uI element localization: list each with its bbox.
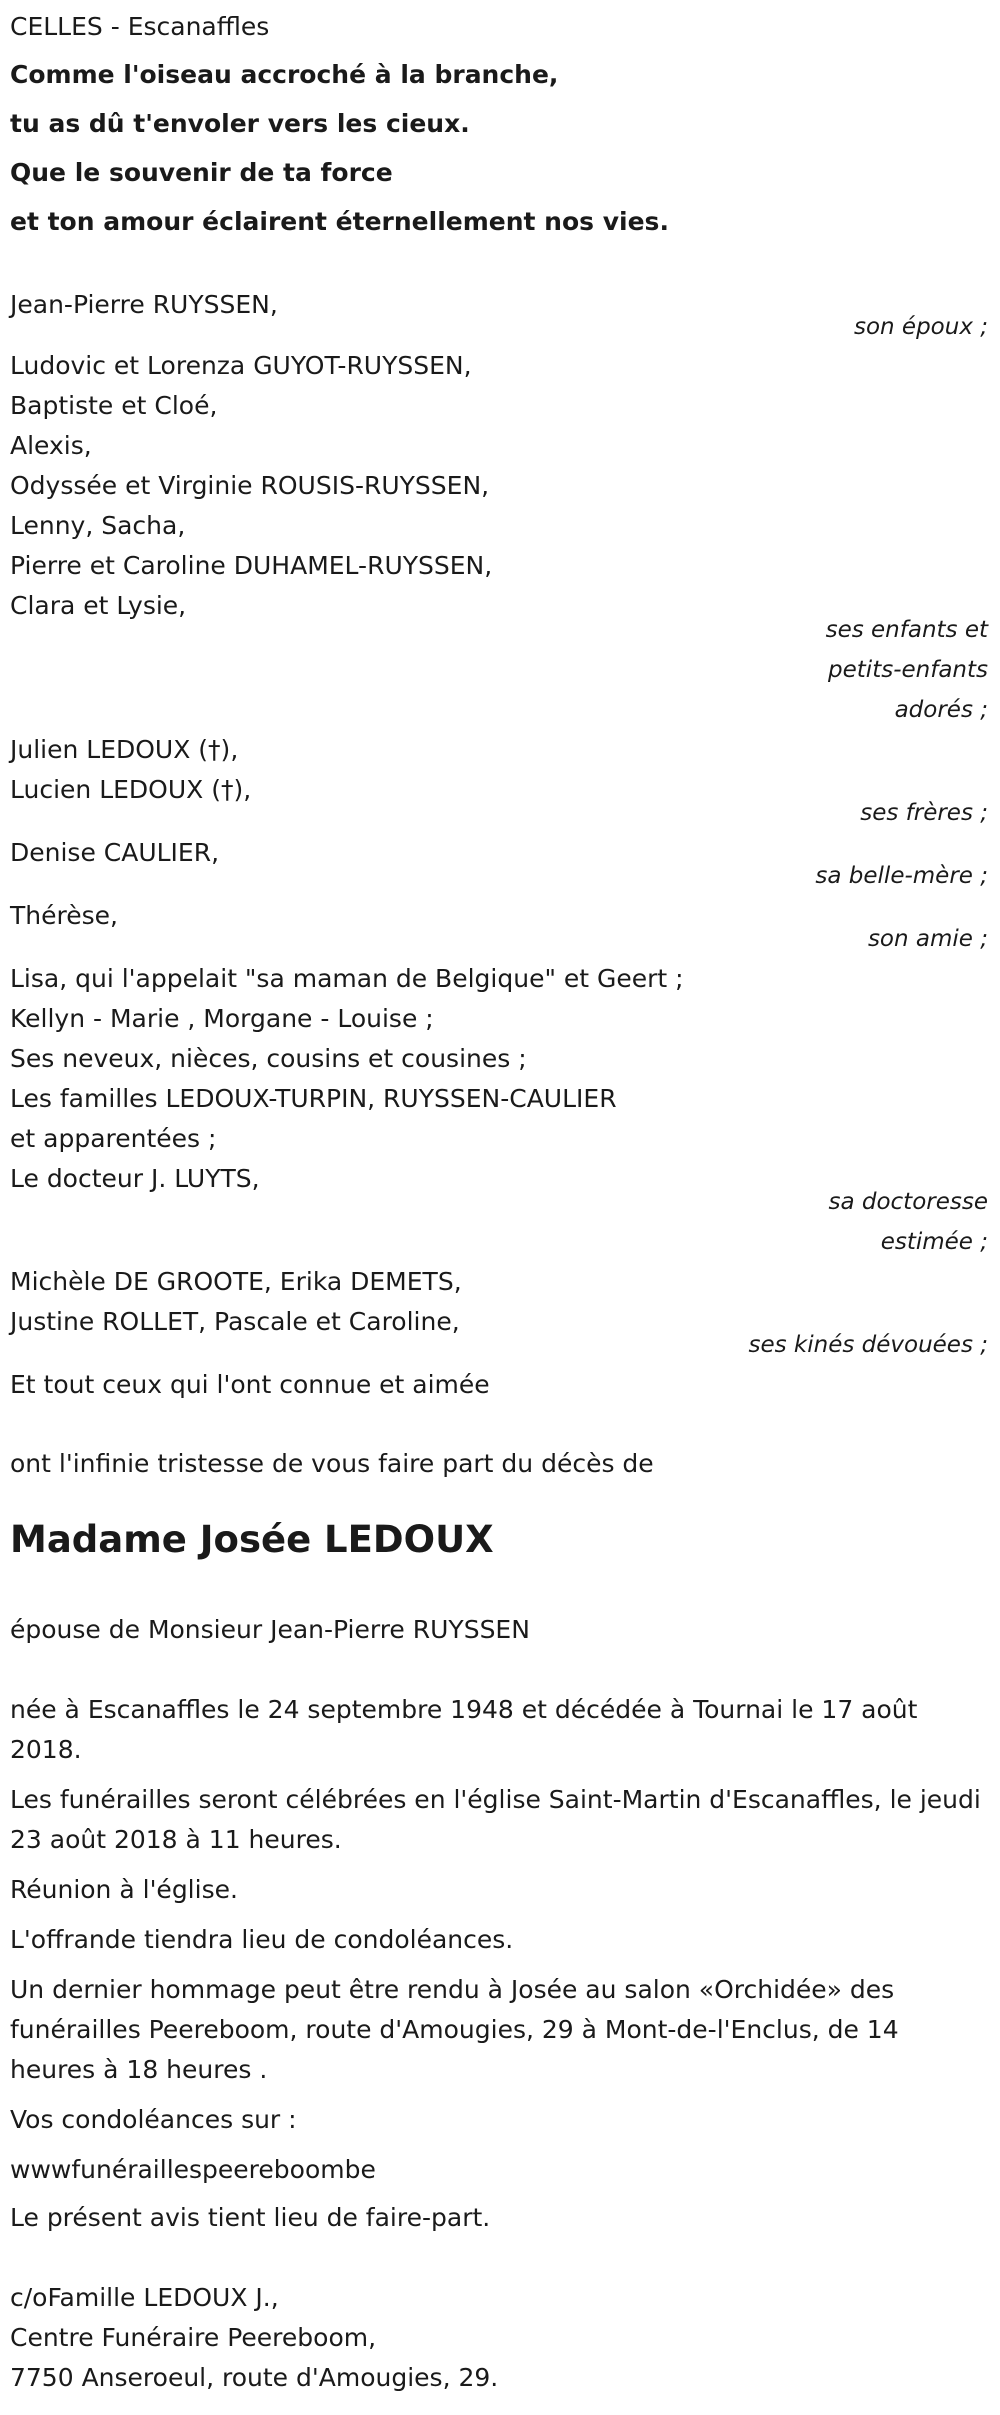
children-role: petits-enfants xyxy=(828,657,988,683)
doctor-role: estimée ; xyxy=(880,1229,988,1255)
doctor-role: sa doctoresse xyxy=(828,1189,988,1215)
location-header: CELLES - Escanaffles xyxy=(10,12,270,41)
child-name: Ludovic et Lorenza GUYOT-RUYSSEN, xyxy=(10,351,472,380)
contact-line: 7750 Anseroeul, route d'Amougies, 29. xyxy=(10,2363,499,2392)
child-name: Odyssée et Virginie ROUSIS-RUYSSEN, xyxy=(10,471,490,500)
relatives-line: Kellyn - Marie , Morgane - Louise ; xyxy=(10,1004,434,1033)
gathering-text: Réunion à l'église. xyxy=(10,1875,238,1904)
deceased-spouse-line: épouse de Monsieur Jean-Pierre RUYSSEN xyxy=(10,1615,530,1644)
contact-line: Centre Funéraire Peereboom, xyxy=(10,2323,377,2352)
friend-name: Thérèse, xyxy=(10,901,118,930)
poem-line: tu as dû t'envoler vers les cieux. xyxy=(10,109,470,138)
announcement-text: ont l'infinie tristesse de vous faire part du décès de xyxy=(10,1449,654,1478)
child-name: Baptiste et Cloé, xyxy=(10,391,218,420)
offering-text: L'offrande tiendra lieu de condoléances. xyxy=(10,1925,514,1954)
physio-names: Michèle DE GROOTE, Erika DEMETS, xyxy=(10,1267,462,1296)
poem-line: et ton amour éclairent éternellement nos vies. xyxy=(10,207,669,236)
child-name: Alexis, xyxy=(10,431,92,460)
brother-name: Julien LEDOUX (†), xyxy=(10,735,239,764)
brother-name: Lucien LEDOUX (†), xyxy=(10,775,252,804)
relatives-line: et apparentées ; xyxy=(10,1124,217,1153)
spouse-role: son époux ; xyxy=(853,314,988,340)
children-role: adorés ; xyxy=(894,697,988,723)
physio-names: Justine ROLLET, Pascale et Caroline, xyxy=(10,1307,460,1336)
condolences-label: Vos condoléances sur : xyxy=(10,2105,297,2134)
condolences-website[interactable]: wwwfunéraillespeereboombe xyxy=(10,2155,376,2184)
child-name: Pierre et Caroline DUHAMEL-RUYSSEN, xyxy=(10,551,493,580)
relatives-line: Ses neveux, nièces, cousins et cousines ; xyxy=(10,1044,527,1073)
child-name: Clara et Lysie, xyxy=(10,591,187,620)
contact-line: c/oFamille LEDOUX J., xyxy=(10,2283,279,2312)
friend-role: son amie ; xyxy=(867,926,988,952)
poem-line: Que le souvenir de ta force xyxy=(10,158,393,187)
deceased-name: Madame Josée LEDOUX xyxy=(10,1518,494,1561)
everyone-line: Et tout ceux qui l'ont connue et aimée xyxy=(10,1370,490,1399)
spouse-name: Jean-Pierre RUYSSEN, xyxy=(10,290,278,319)
child-name: Lenny, Sacha, xyxy=(10,511,186,540)
physios-role: ses kinés dévouées ; xyxy=(748,1332,988,1358)
mother-in-law-name: Denise CAULIER, xyxy=(10,838,220,867)
relatives-line: Lisa, qui l'appelait "sa maman de Belgique" et Geert ; xyxy=(10,964,684,993)
doctor-name: Le docteur J. LUYTS, xyxy=(10,1164,260,1193)
poem-line: Comme l'oiseau accroché à la branche, xyxy=(10,60,559,89)
funeral-text: Les funérailles seront célébrées en l'église Saint-Martin d'Escanaffles, le jeudi 23 août 2018 à 11 heures. xyxy=(10,1785,981,1854)
children-role: ses enfants et xyxy=(825,617,988,643)
tribute-text: Un dernier hommage peut être rendu à Josée au salon «Orchidée» des funérailles Peereboom, route d'Amougies, 29 à Mont-de-l'Enclus, de 14 heures à 18 heures . xyxy=(10,1975,899,2084)
relatives-line: Les familles LEDOUX-TURPIN, RUYSSEN-CAULIER xyxy=(10,1084,617,1113)
brothers-role: ses frères ; xyxy=(860,800,988,826)
notice-text: Le présent avis tient lieu de faire-part. xyxy=(10,2203,491,2232)
mother-in-law-role: sa belle-mère ; xyxy=(815,863,988,889)
birth-death-text: née à Escanaffles le 24 septembre 1948 et décédée à Tournai le 17 août 2018. xyxy=(10,1695,918,1764)
